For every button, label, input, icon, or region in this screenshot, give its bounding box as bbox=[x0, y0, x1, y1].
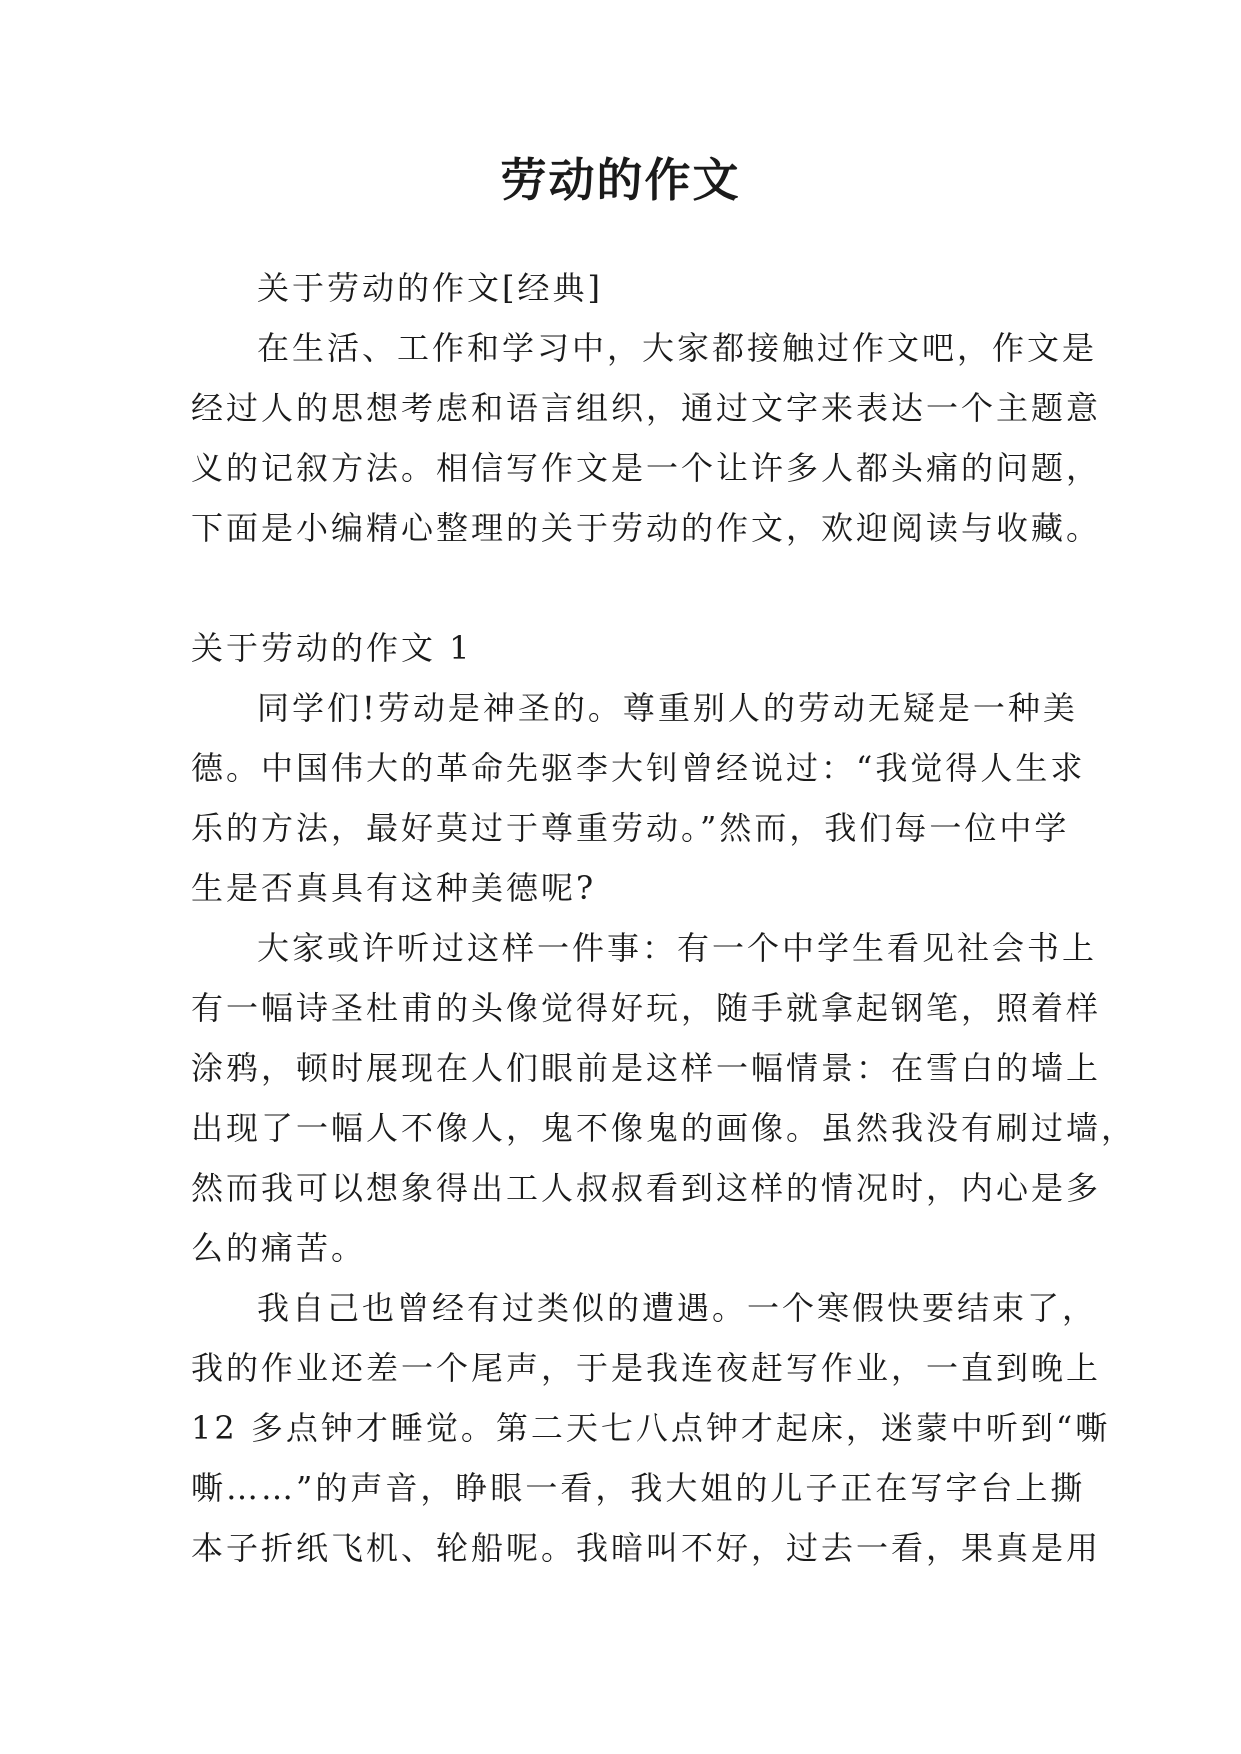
text-line: 关于劳动的作文[经典] bbox=[257, 269, 603, 307]
text-line: 本子折纸飞机、轮船呢。我暗叫不好，过去一看，果真是用 bbox=[191, 1529, 1102, 1567]
text-line: 有一幅诗圣杜甫的头像觉得好玩，随手就拿起钢笔，照着样 bbox=[191, 989, 1102, 1027]
paragraph-gap bbox=[191, 558, 1053, 618]
text-line: 在生活、工作和学习中，大家都接触过作文吧，作文是 bbox=[257, 329, 1098, 367]
text-line: 嘶……”的声音，睁眼一看，我大姐的儿子正在写字台上撕 bbox=[191, 1469, 1086, 1507]
text-line: 出现了一幅人不像人，鬼不像鬼的画像。虽然我没有刷过墙， bbox=[191, 1109, 1137, 1147]
text-line: 关于劳动的作文 1 bbox=[191, 629, 473, 667]
document-title: 劳动的作文 bbox=[500, 153, 741, 207]
text-line: 么的痛苦。 bbox=[191, 1229, 367, 1267]
text-line: 德。中国伟大的革命先驱李大钊曾经说过：“我觉得人生求 bbox=[191, 749, 1086, 787]
text-line: 乐的方法，最好莫过于尊重劳动。”然而，我们每一位中学 bbox=[191, 809, 1070, 847]
text-line: 12 多点钟才睡觉。第二天七八点钟才起床，迷蒙中听到“嘶 bbox=[191, 1409, 1111, 1447]
text-line: 义的记叙方法。相信写作文是一个让许多人都头痛的问题， bbox=[191, 449, 1102, 487]
text-line: 我自己也曾经有过类似的遭遇。一个寒假快要结束了， bbox=[257, 1289, 1098, 1327]
text-line: 下面是小编精心整理的关于劳动的作文，欢迎阅读与收藏。 bbox=[191, 509, 1102, 547]
text-line: 涂鸦，顿时展现在人们眼前是这样一幅情景：在雪白的墙上 bbox=[191, 1049, 1102, 1087]
text-line: 然而我可以想象得出工人叔叔看到这样的情况时，内心是多 bbox=[191, 1169, 1102, 1207]
text-line: 生是否真具有这种美德呢? bbox=[191, 869, 597, 907]
text-line: 经过人的思想考虑和语言组织，通过文字来表达一个主题意 bbox=[191, 389, 1102, 427]
text-line: 同学们!劳动是神圣的。尊重别人的劳动无疑是一种美 bbox=[257, 689, 1078, 727]
document-body bbox=[191, 258, 1137, 1578]
text-line: 我的作业还差一个尾声，于是我连夜赶写作业，一直到晚上 bbox=[191, 1349, 1102, 1387]
text-line: 大家或许听过这样一件事：有一个中学生看见社会书上 bbox=[257, 929, 1098, 967]
